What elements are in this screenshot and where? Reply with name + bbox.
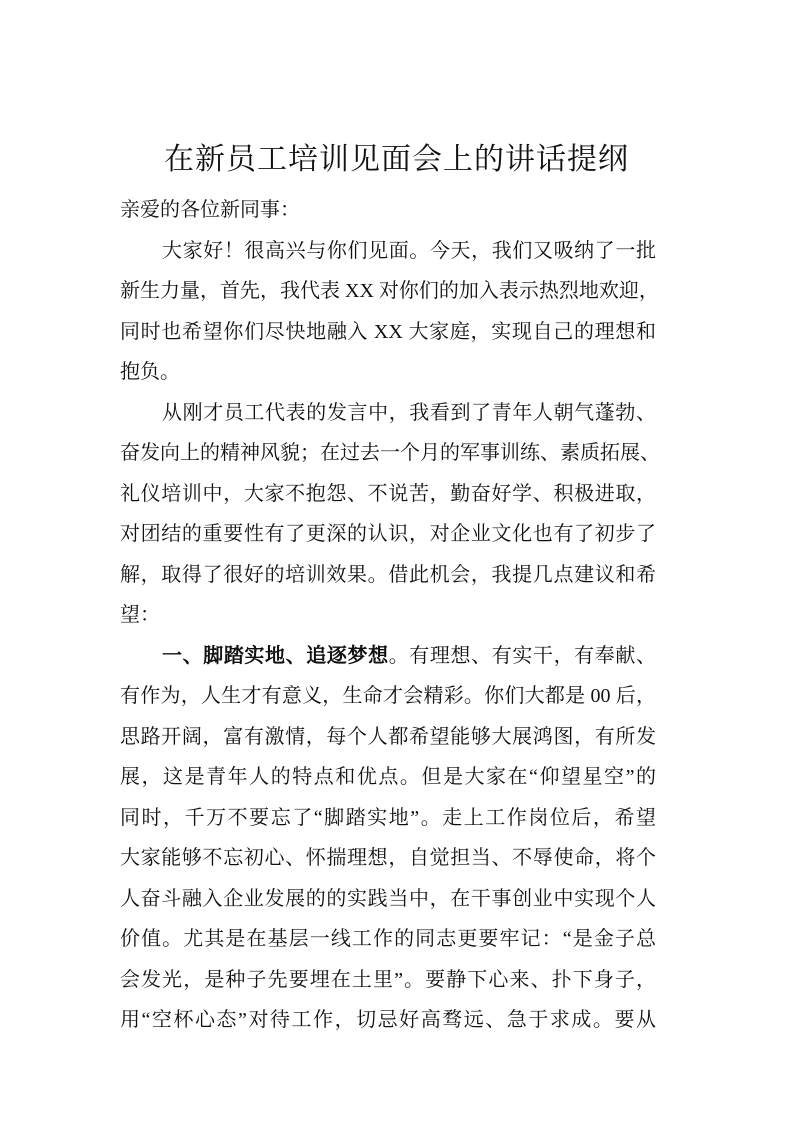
section-heading: 一、脚踏实地、追逐梦想 [162,644,389,667]
text-line: 思路开阔，富有激情，每个人都希望能够大展鸿图，有所发 [120,725,656,748]
text-line: 展，这是青年人的特点和优点。但是大家在“仰望星空”的 [120,766,656,788]
text-line: 同时，千万不要忘了“脚踏实地”。走上工作岗位后，希望 [120,806,656,829]
text-line: 新生力量，首先，我代表 XX 对你们的加入表示热烈地欢迎， [120,280,659,302]
document-body [120,190,660,1041]
text-line: 大家好！很高兴与你们见面。今天，我们又吸纳了一批 [162,239,656,262]
text-line: 人奋斗融入企业发展的的实践当中，在干事创业中实现个人 [120,887,656,910]
text-line: 解，取得了很好的培训效果。借此机会，我提几点建议和希 [120,563,656,586]
text-line: 同时也希望你们尽快地融入 XX 大家庭，实现自己的理想和 [120,320,656,343]
text-line: 礼仪培训中，大家不抱怨、不说苦，勤奋好学、积极进取， [120,482,656,505]
text-line: 望： [120,604,160,626]
text-line: 抱负。 [120,361,180,383]
text-line: 有作为，人生才有意义，生命才会精彩。你们大都是 00 后， [120,685,656,707]
paragraph-2 [120,393,660,636]
text-line: 大家能够不忘初心、怀揣理想，自觉担当、不辱使命，将个 [120,847,656,869]
salutation: 亲爱的各位新同事： [120,199,300,221]
document-title: 在新员工培训见面会上的讲话提纲 [164,143,629,176]
paragraph-1 [120,231,659,393]
text-line: 价值。尤其是在基层一线工作的同志更要牢记：“是金子总 [120,928,656,950]
text-line: 奋发向上的精神风貌；在过去一个月的军事训练、素质拓展、 [120,442,660,464]
text-line: 从刚才员工代表的发言中，我看到了青年人朝气蓬勃、 [162,401,656,424]
text-run: 。有理想、有实干，有奉献、 [388,644,657,667]
text-line: 对团结的重要性有了更深的认识，对企业文化也有了初步了 [120,523,656,545]
text-line: 会发光，是种子先要埋在土里”。要静下心来、扑下身子， [120,968,656,991]
text-line: 用“空杯心态”对待工作，切忌好高骛远、急于求成。要从 [120,1009,656,1031]
text-line [120,636,656,677]
paragraph-3 [120,636,656,1041]
